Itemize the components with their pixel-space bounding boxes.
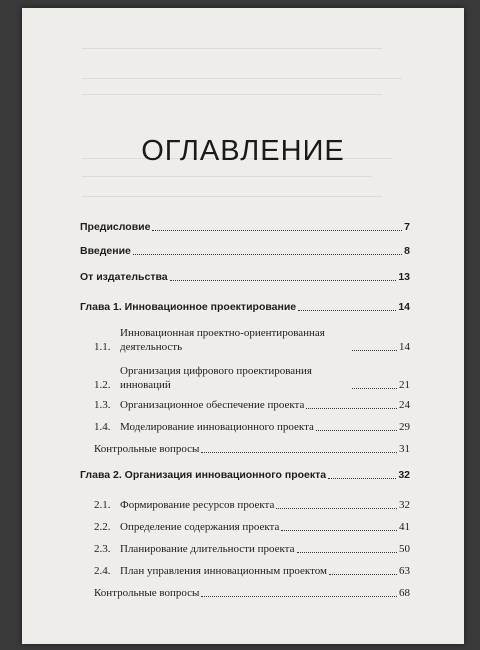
- toc-entry-label: Моделирование инновационного проекта: [120, 421, 314, 433]
- toc-entry-1-1[interactable]: [94, 326, 410, 354]
- toc-entry-2-4[interactable]: [94, 564, 410, 578]
- toc-entry-label: План управления инновационным проектом: [120, 565, 327, 577]
- toc-entry-page: 32: [398, 469, 410, 481]
- toc-entry-label: Глава 2. Организация инновационного проекта: [80, 469, 327, 481]
- book-page: [22, 8, 464, 644]
- toc-entry-page: 8: [404, 245, 410, 257]
- toc-entry-2-3[interactable]: [94, 542, 410, 556]
- toc-entry-page: 14: [398, 301, 410, 313]
- toc-entry-label: Введение: [80, 245, 131, 257]
- toc-entry-2-2[interactable]: [94, 520, 410, 534]
- toc-entry-page: 24: [399, 399, 410, 411]
- toc-entry-page: 14: [399, 341, 410, 353]
- toc-entry-page: 63: [399, 565, 410, 577]
- toc-entry-label: Формирование ресурсов проекта: [120, 499, 275, 511]
- toc-entry-label: Организационное обеспечение проекта: [120, 399, 305, 411]
- toc-entry-label: Глава 1. Инновационное проектирование: [80, 301, 297, 313]
- toc-entry-label: Контрольные вопросы: [94, 587, 200, 599]
- toc-entry-page: 29: [399, 421, 410, 433]
- toc-entry-number: 2.1.: [94, 499, 111, 511]
- toc-entry-page: 32: [399, 499, 410, 511]
- toc-entry-number: 2.2.: [94, 521, 111, 533]
- toc-entry-number: 1.2.: [94, 379, 111, 391]
- toc-entry-questions-1[interactable]: [94, 442, 410, 456]
- toc-entry-number: 2.4.: [94, 565, 111, 577]
- toc-entry-chapter-2[interactable]: [80, 468, 410, 482]
- toc-entry-1-2[interactable]: [94, 364, 410, 392]
- toc-entry-chapter-1[interactable]: [80, 300, 410, 314]
- toc-entry-1-3[interactable]: [94, 398, 410, 412]
- toc-entry-label: Планирование длительности проекта: [120, 543, 295, 555]
- toc-entry-questions-2[interactable]: [94, 586, 410, 600]
- page-title: ОГЛАВЛЕНИЕ: [141, 135, 345, 168]
- toc-entry-label: Предисловие: [80, 221, 151, 233]
- toc-entry-page: 21: [399, 379, 410, 391]
- toc-entry-label: Организация цифрового проектирования инноваций: [120, 365, 312, 391]
- toc-entry-page: 41: [399, 521, 410, 533]
- toc-entry-number: 1.4.: [94, 421, 111, 433]
- toc-entry-page: 68: [399, 587, 410, 599]
- toc-entry-page: 13: [398, 271, 410, 283]
- toc-entry-preface[interactable]: [80, 220, 410, 234]
- toc-entry-page: 7: [404, 221, 410, 233]
- toc-entry-label: Контрольные вопросы: [94, 443, 200, 455]
- toc-entry-number: 1.3.: [94, 399, 111, 411]
- toc-entry-page: 31: [399, 443, 410, 455]
- toc-entry-page: 50: [399, 543, 410, 555]
- toc-entry-1-4[interactable]: [94, 420, 410, 434]
- toc-entry-label: От издательства: [80, 271, 168, 283]
- toc-entry-publisher[interactable]: [80, 270, 410, 284]
- toc-entry-label: Инновационная проектно-ориентированная деятельность: [120, 327, 325, 353]
- toc-entry-number: 1.1.: [94, 341, 111, 353]
- toc-entry-number: 2.3.: [94, 543, 111, 555]
- toc-entry-2-1[interactable]: [94, 498, 410, 512]
- toc-entry-introduction[interactable]: [80, 244, 410, 258]
- toc-entry-label: Определение содержания проекта: [120, 521, 280, 533]
